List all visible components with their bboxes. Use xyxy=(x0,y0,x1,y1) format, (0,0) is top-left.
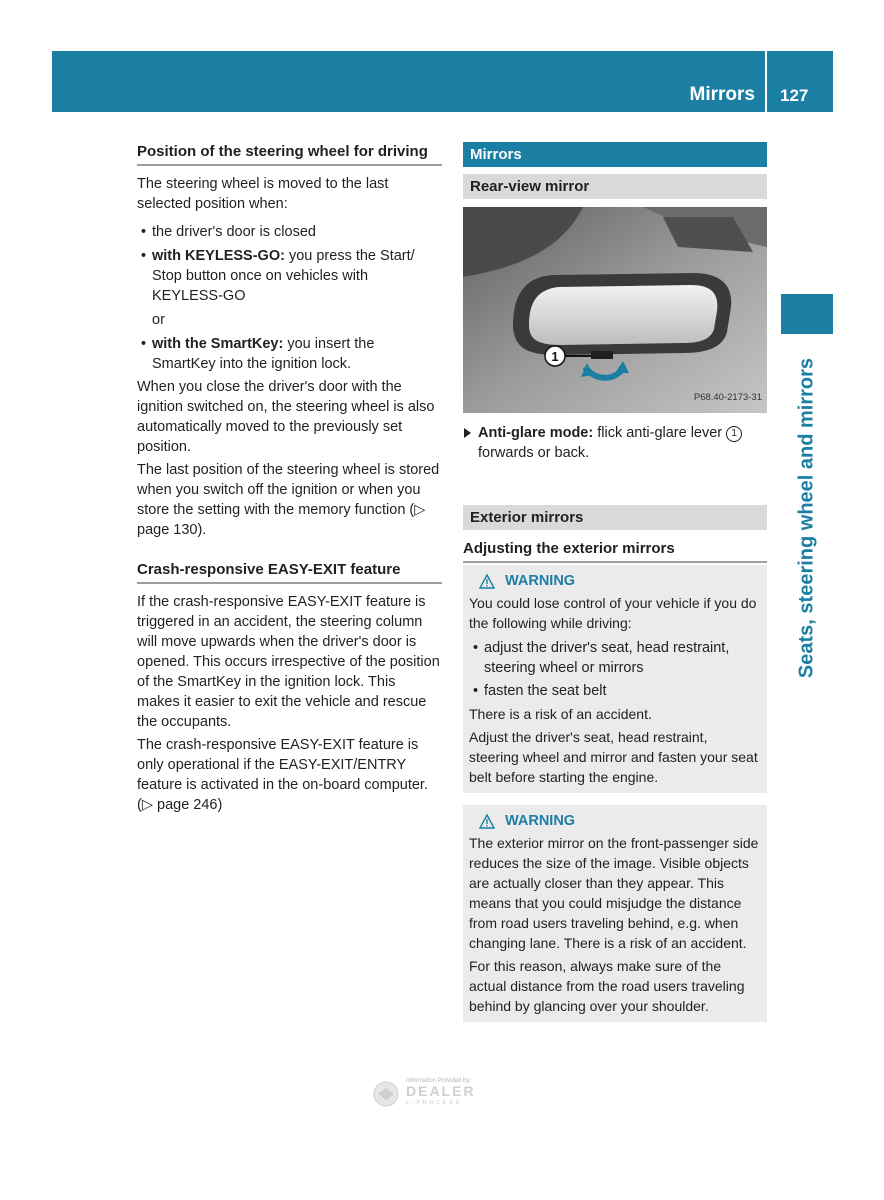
warning-triangle-icon xyxy=(479,574,495,589)
bullet-bold-label: with the SmartKey: xyxy=(152,336,284,352)
warning-text: There is a risk of an accident. xyxy=(469,706,652,722)
warning-text: The exterior mirror on the front-passenger side reduces the size of the image. Visible objects are actually closer than they appear. This means that you could misjudge the distance from road users traveling behind, e.g. when changing lane. There is a risk of an accident. xyxy=(469,835,759,951)
bullet-text: adjust the driver's seat, head restraint, steering wheel or mirrors xyxy=(484,640,730,676)
watermark-brand: DEALER xyxy=(406,1083,476,1099)
bullet-text: the driver's door is closed xyxy=(152,224,316,240)
paragraph: The crash-responsive EASY-EXIT feature is only operational if the EASY-EXIT/ENTRY feature is activated in the on-board computer. (▷ page 246) xyxy=(137,737,428,813)
list-item xyxy=(137,334,442,374)
watermark-sub: e-PROCESS xyxy=(406,1100,462,1106)
warning-text: Adjust the driver's seat, head restraint, steering wheel and mirror and fasten your seat belt before starting the engine. xyxy=(469,729,758,785)
list-item xyxy=(469,681,761,701)
warning-box xyxy=(463,805,767,1022)
dealer-watermark xyxy=(370,1072,505,1112)
callout-reference: 1 xyxy=(726,426,742,442)
right-column xyxy=(463,142,767,1022)
header-divider xyxy=(765,51,767,112)
warning-text: For this reason, always make sure of the actual distance from the road users traveling behind by glancing over your shoulder. xyxy=(469,958,745,1014)
list-item xyxy=(137,246,442,306)
rear-view-mirror-figure xyxy=(463,207,767,413)
warning-triangle-icon xyxy=(479,814,495,829)
warning-label: WARNING xyxy=(505,813,576,829)
callout-number: 1 xyxy=(551,349,559,364)
step-arrow-icon xyxy=(464,428,471,438)
subheading-rear-view-mirror: Rear-view mirror xyxy=(463,174,767,199)
header-title: Mirrors xyxy=(689,84,755,105)
watermark-caption: Information Provided by: xyxy=(406,1078,472,1084)
section-heading-easy-exit: Crash-responsive EASY-EXIT feature xyxy=(137,560,442,584)
instruction-step xyxy=(463,423,767,463)
section-heading-adjusting-exterior: Adjusting the exterior mirrors xyxy=(463,539,767,563)
bullet-text: you press the Start/ Stop button once on vehicles with KEYLESS-GO xyxy=(152,248,415,304)
step-bold-label: Anti-glare mode: xyxy=(478,425,594,441)
or-text: or xyxy=(152,312,165,328)
bullet-bold-label: with KEYLESS-GO: xyxy=(152,248,285,264)
side-chapter-title: Seats, steering wheel and mirrors xyxy=(795,357,818,679)
warning-header xyxy=(469,571,761,591)
warning-box xyxy=(463,565,767,793)
page-number: 127 xyxy=(780,86,809,105)
paragraph: If the crash-responsive EASY-EXIT feature is triggered in an accident, the steering column will move upwards when the driver's door is opened. This occurs irrespective of the position of the SmartKey in the ignition lock. This makes it easier to exit the vehicle and rescue the occupants. xyxy=(137,594,440,730)
list-item xyxy=(469,638,761,678)
dealer-logo-icon xyxy=(370,1072,505,1112)
chapter-heading-bar: Mirrors xyxy=(463,142,767,167)
mirror-illustration xyxy=(463,207,767,413)
warning-header xyxy=(469,811,761,831)
warning-label: WARNING xyxy=(505,573,576,589)
figure-code: P68.40-2173-31 xyxy=(693,392,762,403)
section-heading-steering-position: Position of the steering wheel for driving xyxy=(137,142,442,166)
warning-text: You could lose control of your vehicle if you do the following while driving: xyxy=(469,595,757,631)
list-item xyxy=(137,222,442,242)
subheading-exterior-mirrors: Exterior mirrors xyxy=(463,505,767,530)
side-chapter-tab xyxy=(781,294,833,334)
page-header-bar xyxy=(52,51,833,112)
paragraph: The last position of the steering wheel is stored when you switch off the ignition or when you store the setting with the memory function (▷ page 130). xyxy=(137,462,440,538)
paragraph: When you close the driver's door with the ignition switched on, the steering wheel is also automatically moved to the previously set position. xyxy=(137,379,435,455)
step-text: flick anti-glare lever xyxy=(593,425,727,441)
left-column xyxy=(137,142,442,815)
paragraph-intro: The steering wheel is moved to the last selected position when: xyxy=(137,176,389,212)
bullet-text: you insert the SmartKey into the ignition lock. xyxy=(152,336,375,372)
step-text-tail: forwards or back. xyxy=(478,445,590,461)
bullet-text: fasten the seat belt xyxy=(484,683,607,699)
